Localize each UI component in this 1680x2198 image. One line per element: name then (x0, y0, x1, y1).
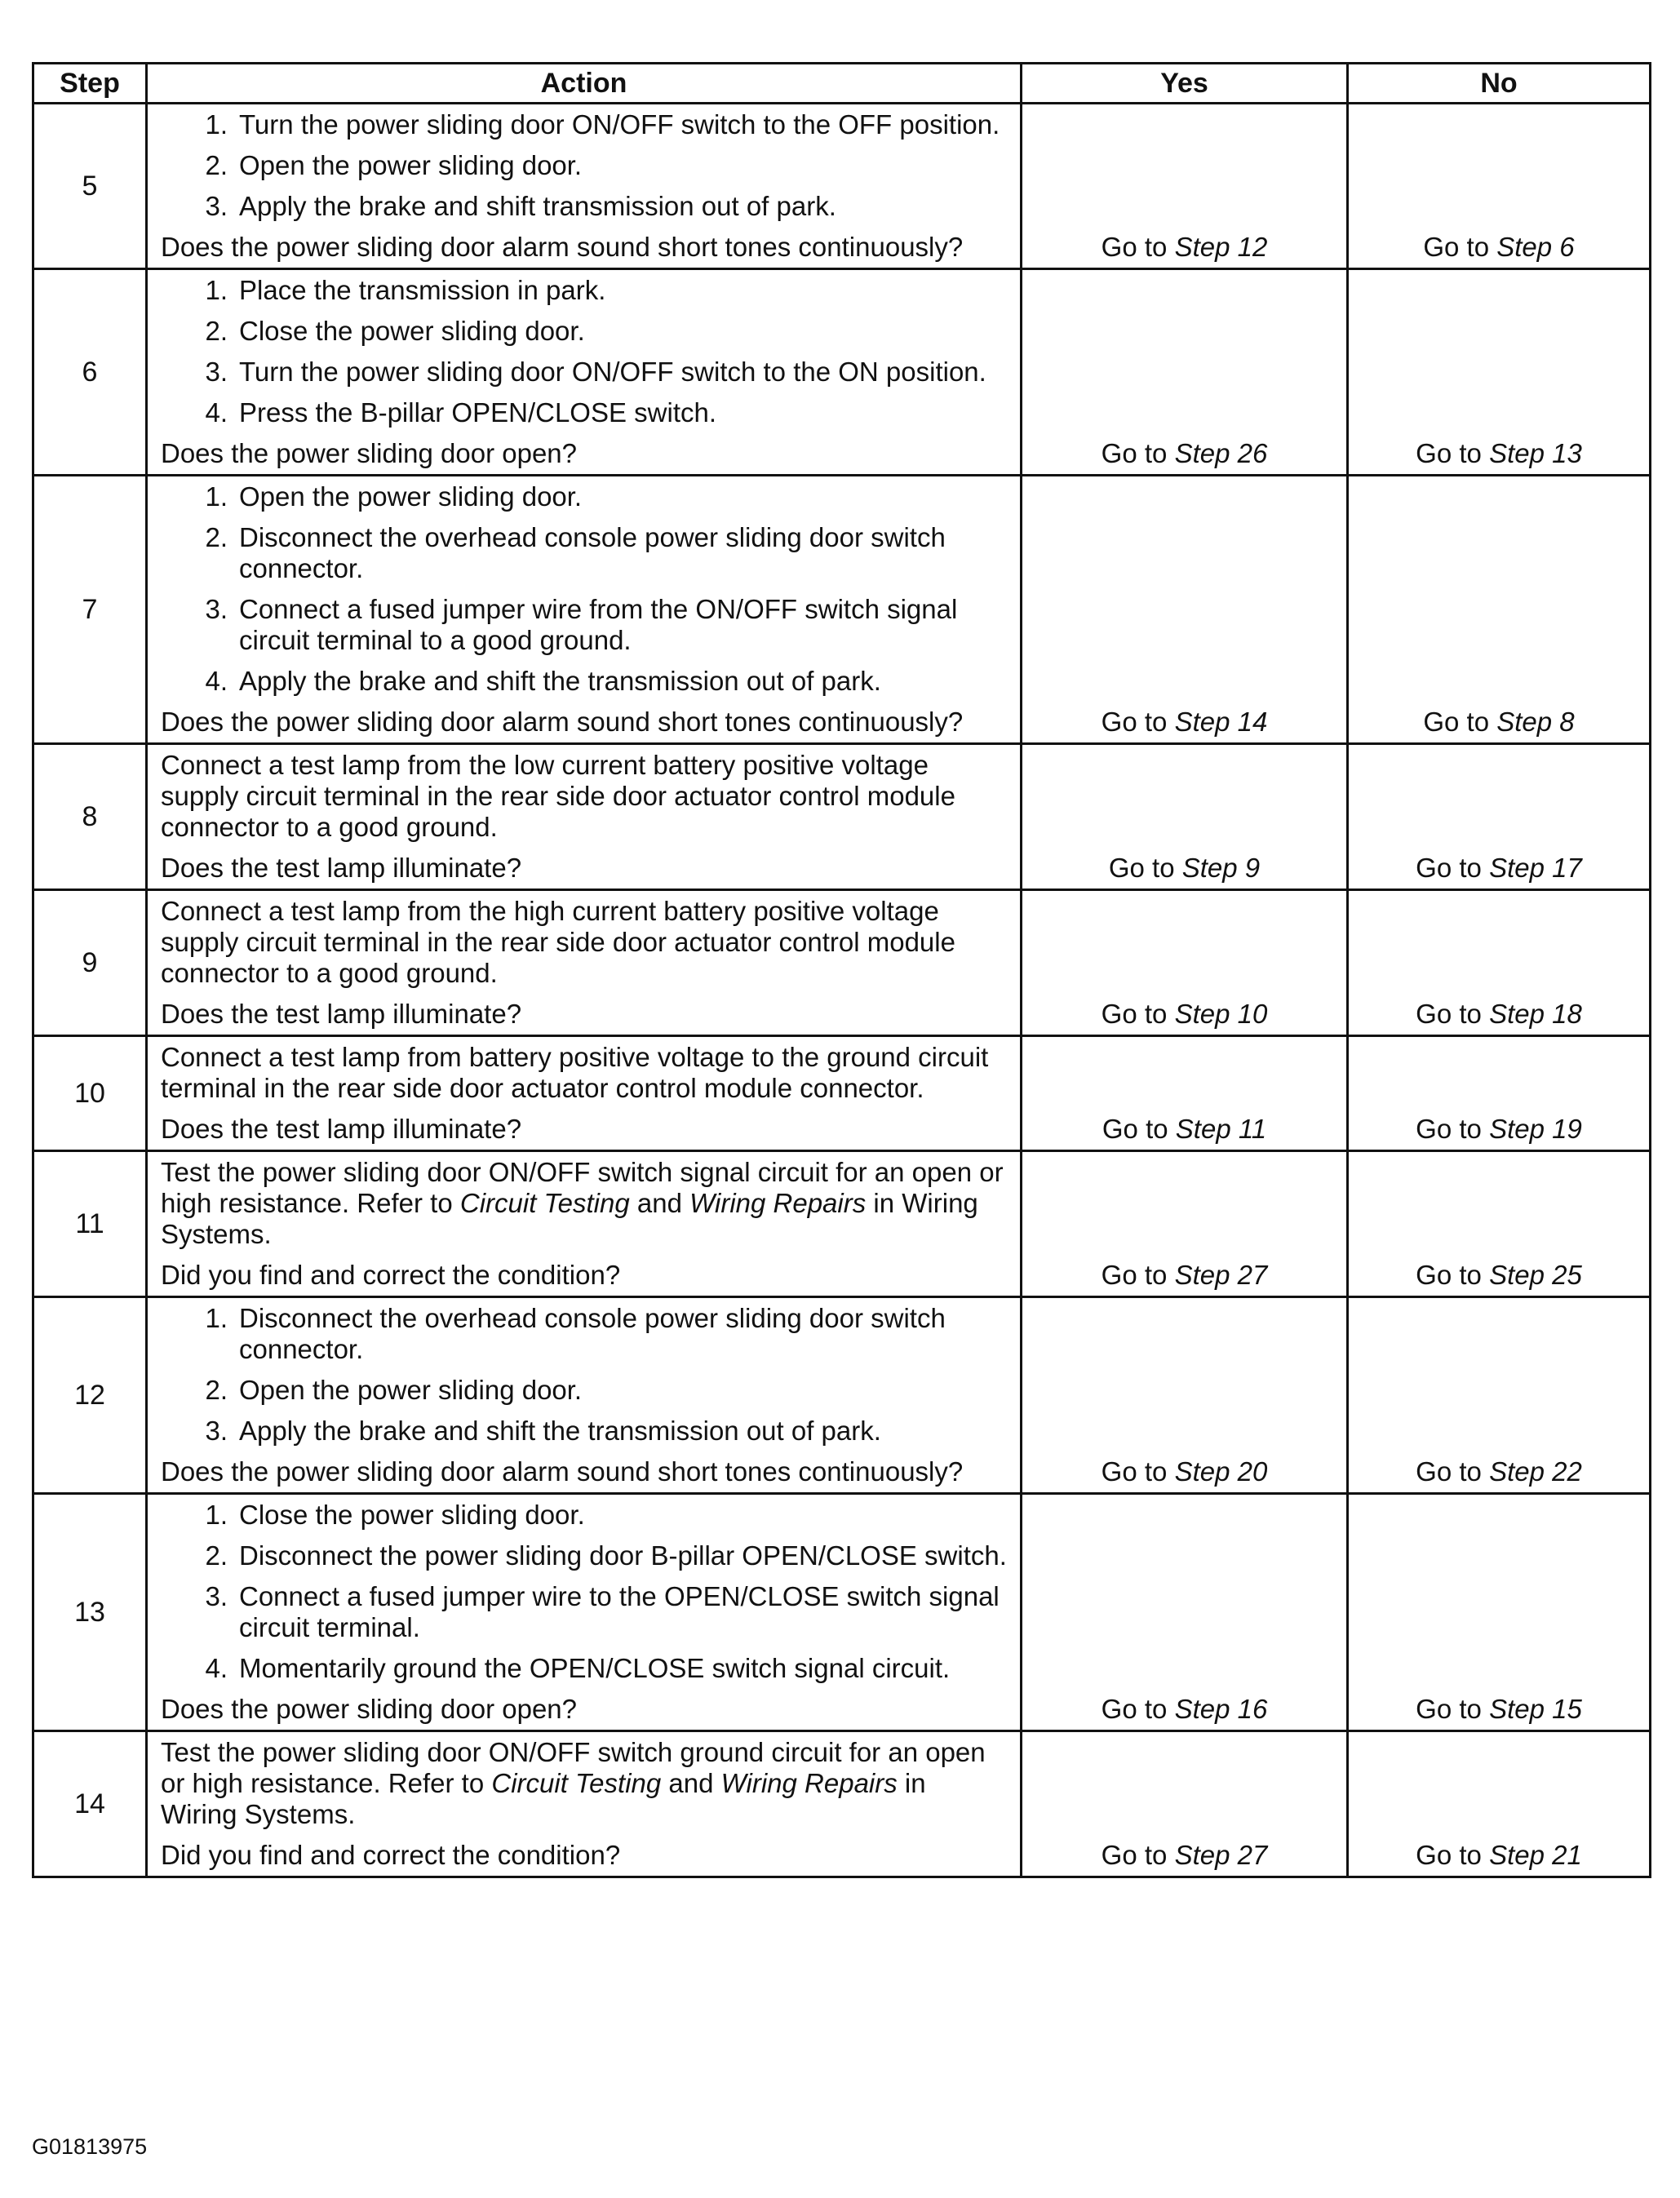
action-steps-list (161, 109, 1008, 222)
table-row (33, 1297, 1651, 1494)
no-step-reference: Step 13 (1489, 438, 1582, 468)
action-step-text: Connect a fused jumper wire to the OPEN/CLOSE switch signal circuit terminal. (239, 1581, 1000, 1642)
go-to-label: Go to (1416, 1114, 1482, 1144)
action-step-number: 3. (205, 594, 228, 624)
no-result-cell (1348, 744, 1651, 890)
action-question: Did you find and correct the condition? (161, 1840, 621, 1870)
go-to-label: Go to (1101, 707, 1168, 737)
instruction-text: and (629, 1188, 690, 1218)
go-to-label: Go to (1416, 853, 1482, 883)
instruction-text: in Wiring Systems. (161, 1188, 978, 1249)
yes-result-cell (1022, 744, 1348, 890)
action-question: Does the power sliding door open? (161, 438, 578, 468)
action-step-number: 2. (205, 522, 228, 552)
action-cell (147, 1036, 1022, 1151)
yes-step-reference: Step 20 (1174, 1456, 1268, 1487)
action-cell (147, 476, 1022, 744)
go-to-label: Go to (1101, 232, 1168, 262)
instruction-text: Test the power sliding door ON/OFF switch signal circuit for an open or high resistance. Refer to (161, 1157, 1004, 1218)
action-step-item (161, 397, 1008, 428)
diagnostic-table (32, 62, 1651, 1878)
action-step-text: Turn the power sliding door ON/OFF switch to the OFF position. (239, 109, 1000, 140)
go-to-label: Go to (1101, 1840, 1168, 1870)
action-steps-list (161, 481, 1008, 697)
table-row (33, 104, 1651, 269)
action-step-number: 2. (205, 150, 228, 180)
action-instruction: Connect a test lamp from battery positive voltage to the ground circuit terminal in the rear side door actuator control module connector. (161, 1042, 989, 1103)
action-step-item (161, 1416, 1008, 1447)
action-step-number: 4. (205, 666, 228, 696)
go-to-label: Go to (1416, 1840, 1482, 1870)
action-cell (147, 269, 1022, 476)
action-question: Did you find and correct the condition? (161, 1260, 621, 1290)
no-result-cell (1348, 890, 1651, 1036)
yes-step-reference: Step 10 (1174, 999, 1268, 1029)
go-to-label: Go to (1101, 438, 1168, 468)
action-step-text: Apply the brake and shift the transmission out of park. (239, 1416, 881, 1446)
table-row (33, 1151, 1651, 1297)
reference-link-text: Circuit Testing (491, 1768, 662, 1798)
action-step-number: 2. (205, 1540, 228, 1571)
instruction-text: Test the power sliding door ON/OFF switch ground circuit for an open or high resistance. Refer to (161, 1737, 986, 1798)
action-question: Does the test lamp illuminate? (161, 999, 522, 1029)
action-step-text: Disconnect the overhead console power sliding door switch connector. (239, 1303, 946, 1364)
action-step-text: Disconnect the power sliding door B-pillar OPEN/CLOSE switch. (239, 1540, 1007, 1571)
action-cell (147, 1297, 1022, 1494)
action-step-number: 2. (205, 1375, 228, 1405)
action-step-number: 4. (205, 1653, 228, 1683)
diagnostic-table-sheet (32, 62, 1649, 1878)
action-step-number: 4. (205, 397, 228, 428)
reference-link-text: Wiring Repairs (720, 1768, 898, 1798)
step-number: 7 (33, 476, 147, 744)
no-result-cell (1348, 1494, 1651, 1731)
yes-result-cell (1022, 104, 1348, 269)
reference-link-text: Wiring Repairs (689, 1188, 867, 1218)
table-row (33, 744, 1651, 890)
action-cell (147, 104, 1022, 269)
no-result-cell (1348, 1036, 1651, 1151)
action-step-text: Press the B-pillar OPEN/CLOSE switch. (239, 397, 717, 428)
action-step-item (161, 1540, 1008, 1571)
go-to-label: Go to (1416, 1260, 1482, 1290)
action-step-text: Open the power sliding door. (239, 481, 583, 512)
header-yes: Yes (1022, 64, 1348, 104)
action-cell (147, 890, 1022, 1036)
step-number: 9 (33, 890, 147, 1036)
action-step-item (161, 1500, 1008, 1531)
action-step-text: Close the power sliding door. (239, 316, 585, 346)
action-step-item (161, 150, 1008, 181)
action-instruction: Connect a test lamp from the low current battery positive voltage supply circuit terminal in the rear side door actuator control module connector to a good ground. (161, 750, 955, 842)
action-step-text: Apply the brake and shift transmission out of park. (239, 191, 836, 221)
table-header-row (33, 64, 1651, 104)
go-to-label: Go to (1423, 232, 1490, 262)
action-step-item (161, 275, 1008, 306)
action-step-item (161, 1653, 1008, 1684)
action-step-item (161, 522, 1008, 584)
go-to-label: Go to (1416, 438, 1482, 468)
action-cell (147, 1151, 1022, 1297)
header-no: No (1348, 64, 1651, 104)
action-instruction (161, 1157, 1008, 1250)
table-row (33, 476, 1651, 744)
no-result-cell (1348, 1731, 1651, 1877)
action-step-number: 1. (205, 1303, 228, 1333)
action-step-item (161, 1303, 1008, 1365)
action-step-number: 3. (205, 191, 228, 221)
go-to-label: Go to (1108, 853, 1175, 883)
go-to-label: Go to (1101, 999, 1168, 1029)
table-row (33, 1494, 1651, 1731)
action-step-item (161, 191, 1008, 222)
no-result-cell (1348, 1151, 1651, 1297)
action-step-text: Close the power sliding door. (239, 1500, 585, 1530)
yes-step-reference: Step 16 (1174, 1694, 1268, 1724)
action-steps-list (161, 275, 1008, 428)
yes-result-cell (1022, 1036, 1348, 1151)
action-step-number: 1. (205, 109, 228, 140)
no-step-reference: Step 18 (1489, 999, 1582, 1029)
yes-result-cell (1022, 1494, 1348, 1731)
no-result-cell (1348, 269, 1651, 476)
no-step-reference: Step 17 (1489, 853, 1582, 883)
reference-link-text: Circuit Testing (459, 1188, 630, 1218)
go-to-label: Go to (1101, 1694, 1168, 1724)
action-instruction (161, 1737, 1008, 1830)
go-to-label: Go to (1416, 1456, 1482, 1487)
step-number: 10 (33, 1036, 147, 1151)
figure-id: G01813975 (32, 2134, 148, 2159)
step-number: 11 (33, 1151, 147, 1297)
table-row (33, 890, 1651, 1036)
table-row (33, 269, 1651, 476)
no-step-reference: Step 8 (1496, 707, 1575, 737)
yes-result-cell (1022, 1297, 1348, 1494)
instruction-text: in Wiring Systems. (161, 1768, 926, 1829)
action-step-text: Momentarily ground the OPEN/CLOSE switch signal circuit. (239, 1653, 951, 1683)
action-step-text: Open the power sliding door. (239, 1375, 583, 1405)
table-row (33, 1731, 1651, 1877)
step-number: 12 (33, 1297, 147, 1494)
go-to-label: Go to (1102, 1114, 1168, 1144)
action-question: Does the power sliding door alarm sound short tones continuously? (161, 1456, 964, 1487)
yes-step-reference: Step 27 (1174, 1840, 1268, 1870)
action-step-number: 3. (205, 1581, 228, 1611)
no-step-reference: Step 15 (1489, 1694, 1582, 1724)
yes-result-cell (1022, 1731, 1348, 1877)
action-step-text: Place the transmission in park. (239, 275, 606, 305)
action-step-item (161, 109, 1008, 140)
action-step-item (161, 594, 1008, 656)
action-step-text: Apply the brake and shift the transmission out of park. (239, 666, 881, 696)
yes-result-cell (1022, 476, 1348, 744)
action-step-number: 3. (205, 357, 228, 387)
instruction-text: and (661, 1768, 721, 1798)
action-step-number: 3. (205, 1416, 228, 1446)
action-cell (147, 1731, 1022, 1877)
yes-step-reference: Step 9 (1181, 853, 1261, 883)
step-number: 6 (33, 269, 147, 476)
action-question: Does the power sliding door open? (161, 1694, 578, 1724)
yes-result-cell (1022, 890, 1348, 1036)
no-step-reference: Step 6 (1496, 232, 1575, 262)
yes-step-reference: Step 26 (1174, 438, 1268, 468)
no-step-reference: Step 25 (1489, 1260, 1582, 1290)
table-row (33, 1036, 1651, 1151)
action-step-text: Turn the power sliding door ON/OFF switch to the ON position. (239, 357, 986, 387)
go-to-label: Go to (1101, 1260, 1168, 1290)
action-step-number: 1. (205, 275, 228, 305)
header-step: Step (33, 64, 147, 104)
action-step-item (161, 666, 1008, 697)
yes-step-reference: Step 27 (1174, 1260, 1268, 1290)
action-step-number: 1. (205, 481, 228, 512)
action-step-text: Open the power sliding door. (239, 150, 583, 180)
go-to-label: Go to (1423, 707, 1490, 737)
action-step-item (161, 357, 1008, 388)
action-question: Does the power sliding door alarm sound short tones continuously? (161, 707, 964, 737)
step-number: 8 (33, 744, 147, 890)
yes-result-cell (1022, 269, 1348, 476)
action-step-number: 1. (205, 1500, 228, 1530)
action-steps-list (161, 1500, 1008, 1684)
go-to-label: Go to (1416, 1694, 1482, 1724)
yes-step-reference: Step 12 (1174, 232, 1268, 262)
no-result-cell (1348, 104, 1651, 269)
action-step-text: Connect a fused jumper wire from the ON/OFF switch signal circuit terminal to a good ground. (239, 594, 958, 655)
action-step-item (161, 1581, 1008, 1643)
action-question: Does the test lamp illuminate? (161, 1114, 522, 1144)
no-step-reference: Step 21 (1489, 1840, 1582, 1870)
action-question: Does the test lamp illuminate? (161, 853, 522, 883)
no-step-reference: Step 22 (1489, 1456, 1582, 1487)
action-step-number: 2. (205, 316, 228, 346)
step-number: 13 (33, 1494, 147, 1731)
no-result-cell (1348, 1297, 1651, 1494)
action-cell (147, 744, 1022, 890)
action-instruction: Connect a test lamp from the high current battery positive voltage supply circuit terminal in the rear side door actuator control module connector to a good ground. (161, 896, 955, 988)
action-step-item (161, 1375, 1008, 1406)
action-step-text: Disconnect the overhead console power sliding door switch connector. (239, 522, 946, 583)
action-step-item (161, 481, 1008, 512)
action-step-item (161, 316, 1008, 347)
go-to-label: Go to (1101, 1456, 1168, 1487)
yes-result-cell (1022, 1151, 1348, 1297)
step-number: 5 (33, 104, 147, 269)
go-to-label: Go to (1416, 999, 1482, 1029)
header-action: Action (147, 64, 1022, 104)
table-body (33, 104, 1651, 1877)
no-result-cell (1348, 476, 1651, 744)
no-step-reference: Step 19 (1489, 1114, 1582, 1144)
step-number: 14 (33, 1731, 147, 1877)
action-cell (147, 1494, 1022, 1731)
yes-step-reference: Step 14 (1174, 707, 1268, 737)
yes-step-reference: Step 11 (1175, 1114, 1267, 1144)
action-steps-list (161, 1303, 1008, 1447)
action-question: Does the power sliding door alarm sound short tones continuously? (161, 232, 964, 262)
